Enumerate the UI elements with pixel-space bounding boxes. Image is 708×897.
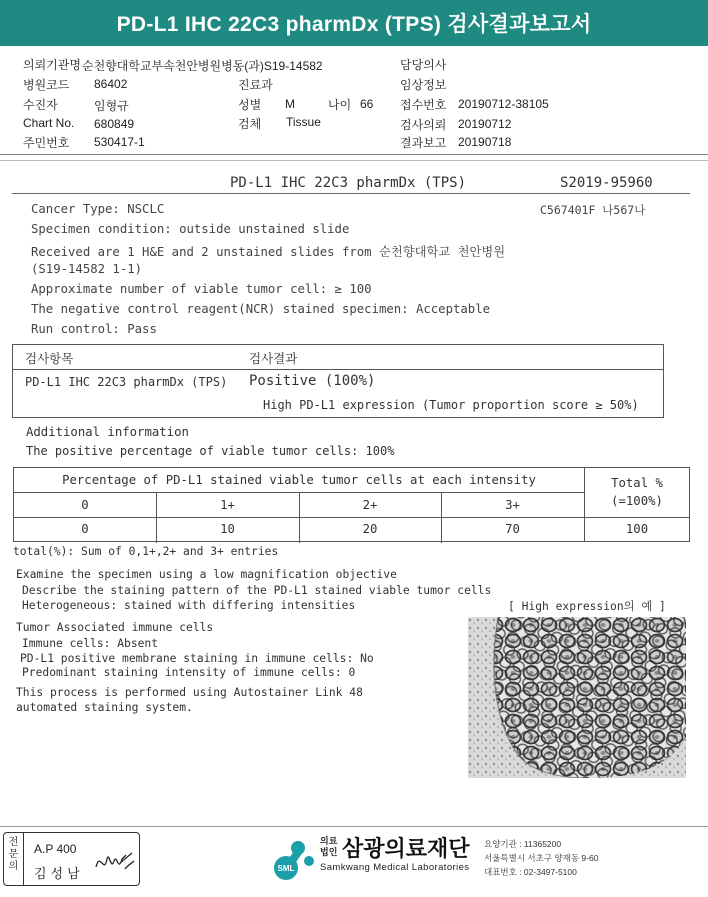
report-number: S2019-95960 (560, 175, 653, 191)
value-total: 100 (625, 522, 649, 536)
chart-label: Chart No. (23, 116, 75, 130)
viable-cell-line: Approximate number of viable tumor cell: ≥ 100 (31, 282, 372, 296)
clinical-label: 임상정보 (400, 78, 447, 92)
institution-label: 의뢰기관명 (23, 58, 81, 72)
result-value: Positive (100%) (249, 373, 376, 389)
result-col1-header: 검사항목 (25, 351, 74, 366)
process-line-1: This process is performed using Autostainer Link 48 (16, 686, 363, 699)
id-value: 530417-1 (94, 135, 145, 149)
footer-divider (0, 826, 708, 827)
result-detail: High PD-L1 expression (Tumor proportion score ≥ 50%) (263, 398, 639, 412)
level-3plus: 3+ (505, 498, 520, 512)
report-date-value: 20190718 (458, 135, 512, 149)
intensity-row-divider (14, 517, 689, 518)
intensity-header: Percentage of PD-L1 stained viable tumor cells at each intensity (62, 473, 536, 487)
sex-value: M (285, 97, 295, 111)
age-value: 66 (360, 97, 374, 111)
stamp-name: 김성남 (34, 867, 84, 882)
org-info-3: 대표번호 : 02-3497-5100 (484, 867, 577, 877)
id-label: 주민번호 (23, 136, 70, 150)
result-table-divider (13, 369, 663, 370)
received-line: Received are 1 H&E and 2 unstained slides from 순천향대학교 천안병원 (31, 245, 506, 259)
run-control-line: Run control: Pass (31, 322, 157, 336)
level-0: 0 (81, 498, 89, 512)
org-type: 의료 법인 (320, 836, 338, 857)
chart-value: 680849 (94, 117, 135, 131)
specimen-label: 검체 (238, 117, 262, 131)
doctor-label: 담당의사 (400, 58, 447, 72)
total-header-1: Total % (611, 476, 663, 490)
result-item: PD-L1 IHC 22C3 pharmDx (TPS) (25, 375, 228, 389)
org-name-ko: 삼광의료재단 (342, 836, 470, 861)
org-info-1: 요양기관 : 11365200 (484, 839, 562, 849)
stamp-side-label: 전문의 (4, 833, 24, 885)
report-date-label: 결과보고 (400, 136, 447, 150)
age-label: 나이 (328, 98, 352, 112)
hospital-code-value: 86402 (94, 77, 128, 91)
total-header-2: (=100%) (611, 494, 663, 508)
header-divider-2 (0, 160, 708, 161)
org-name-en: Samkwang Medical Laboratories (320, 862, 470, 873)
immune-line-2: PD-L1 positive membrane staining in immune cells: No (20, 652, 374, 665)
pathologist-stamp (3, 832, 140, 886)
footnote: total(%): Sum of 0,1+,2+ and 3+ entries (13, 545, 279, 558)
receipt-label: 접수번호 (400, 98, 447, 112)
immune-line-1: Immune cells: Absent (22, 637, 159, 650)
examine-line-2: Heterogeneous: stained with differing intensities (22, 599, 356, 612)
value-0: 0 (81, 522, 89, 536)
additional-text: The positive percentage of viable tumor cells: 100% (26, 444, 395, 458)
patient-value: 임형규 (94, 99, 129, 113)
specimen-value: Tissue (286, 115, 321, 129)
patient-label: 수진자 (23, 98, 58, 112)
value-3plus: 70 (505, 522, 520, 536)
box-number: C567401F 나567나 (540, 203, 646, 217)
report-name: PD-L1 IHC 22C3 pharmDx (TPS) (230, 175, 467, 191)
request-label: 검사의뢰 (400, 118, 447, 132)
hospital-code-label: 병원코드 (23, 78, 70, 92)
additional-heading: Additional information (26, 425, 189, 439)
level-2plus: 2+ (362, 498, 378, 512)
department-label: 진료과 (238, 78, 273, 92)
sml-logo-icon (268, 834, 316, 882)
intensity-table (13, 467, 690, 542)
receipt-value: 20190712-38105 (458, 97, 549, 111)
report-title-underline (12, 193, 690, 194)
result-col2-header: 검사결과 (249, 351, 298, 366)
report-title-bar: PD-L1 IHC 22C3 pharmDx (TPS) 검사결과보고서 (0, 0, 708, 46)
process-line-2: automated staining system. (16, 701, 193, 714)
institution-value: 순천향대학교부속천안병원병동(과)S19-14582 (82, 59, 323, 73)
value-1plus: 10 (220, 522, 235, 536)
examine-heading: Examine the specimen using a low magnification objective (16, 568, 397, 581)
sex-label: 성별 (238, 98, 262, 112)
level-1plus: 1+ (220, 498, 235, 512)
ncr-line: The negative control reagent(NCR) stained specimen: Acceptable (31, 302, 491, 316)
examine-line-1: Describe the staining pattern of the PD-L1 stained viable tumor cells (22, 584, 492, 597)
stamp-code: A.P 400 (34, 842, 77, 856)
org-info-2: 서울특별시 서초구 양재동 9-60 (484, 853, 599, 863)
immune-heading: Tumor Associated immune cells (16, 621, 214, 634)
pdl1-micrograph-image (468, 617, 686, 778)
received-id-line: (S19-14582 1-1) (31, 262, 143, 276)
result-table (12, 344, 664, 418)
logo-mark-text: SML (277, 864, 295, 873)
immune-line-3: Predominant staining intensity of immune cells: 0 (22, 666, 356, 679)
image-caption: [ High expression의 예 ] (508, 600, 666, 613)
specimen-condition-line: Specimen condition: outside unstained slide (31, 222, 350, 236)
handwritten-signature (92, 845, 136, 879)
value-2plus: 20 (362, 522, 378, 536)
request-value: 20190712 (458, 117, 512, 131)
cancer-type-line: Cancer Type: NSCLC (31, 202, 165, 216)
header-divider (0, 154, 708, 155)
